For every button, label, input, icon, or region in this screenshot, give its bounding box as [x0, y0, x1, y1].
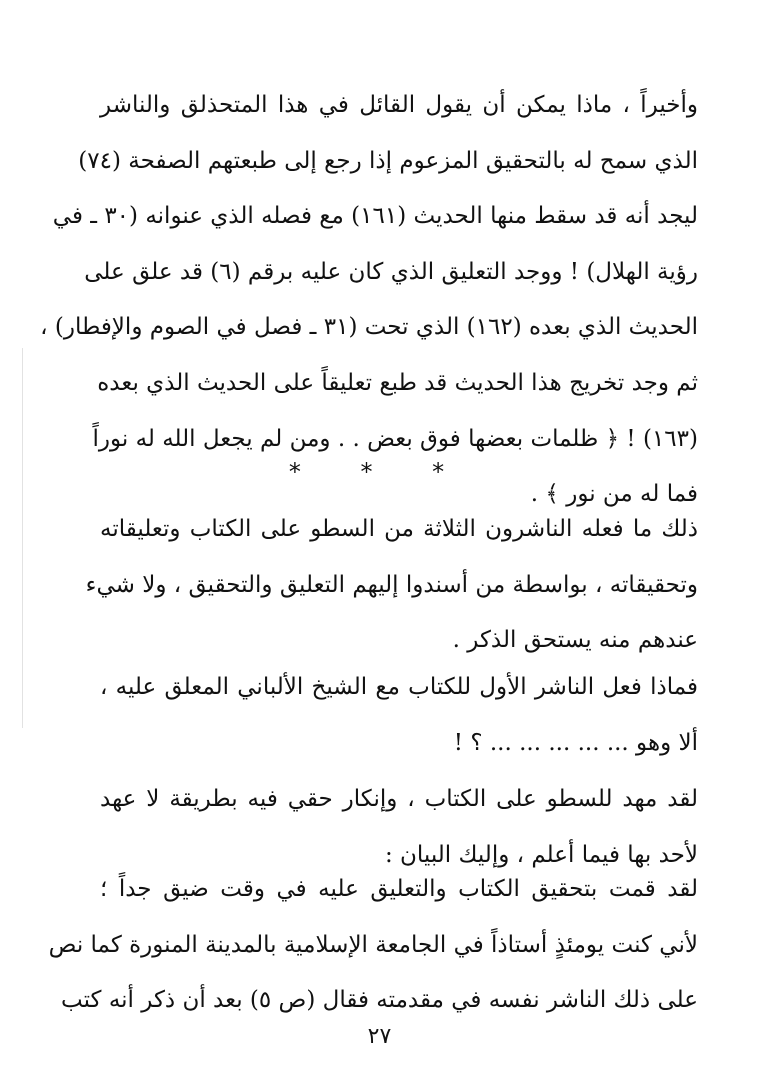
text-line: (١٦٣) ! ﴿ ظلمات بعضها فوق بعض . . ومن لم يجعل الله له نوراً [92, 425, 698, 452]
paragraph-3 [100, 660, 698, 771]
scan-margin-line [22, 348, 23, 728]
text-line: ثم وجد تخريج هذا الحديث قد طبع تعليقاً على الحديث الذي بعده [97, 369, 698, 396]
text-line: عندهم منه يستحق الذكر . [452, 627, 698, 654]
text-line: لقد قمت بتحقيق الكتاب والتعليق عليه في وقت ضيق جداً ؛ [100, 876, 698, 902]
text-line: ألا وهو ... ... ... ... ... ؟ ! [453, 729, 698, 756]
paragraph-2 [85, 502, 698, 669]
text-line: لأحد بها فيما أعلم ، وإليك البيان : [384, 841, 698, 868]
text-line: فما له من نور ﴾ . [530, 481, 698, 508]
text-line: فماذا فعل الناشر الأول للكتاب مع الشيخ الألباني المعلق عليه ، [100, 674, 698, 700]
text-line: لقد مهد للسطو على الكتاب ، وإنكار حقي فيه بطريقة لا عهد [100, 786, 698, 812]
paragraph-5 [48, 862, 698, 1029]
text-line: ليجد أنه قد سقط منها الحديث (١٦١) مع فصله الذي عنوانه (٣٠ ـ في [52, 203, 698, 230]
text-line: الحديث الذي بعده (١٦٢) الذي تحت (٣١ ـ فصل في الصوم والإفطار) ، [40, 314, 698, 341]
page-number: ٢٧ [367, 1024, 392, 1049]
text-line: وتحقيقاته ، بواسطة من أسندوا إليهم التعليق والتحقيق ، ولا شيء [85, 571, 698, 598]
text-line: على ذلك الناشر نفسه في مقدمته فقال (ص ٥) بعد أن ذكر أنه كتب [61, 987, 698, 1014]
text-line: وأخيراً ، ماذا يمكن أن يقول القائل في هذا المتحذلق والناشر [100, 92, 698, 118]
section-separator: * * * [288, 458, 471, 486]
text-line: الذي سمح له بالتحقيق المزعوم إذا رجع إلى طبعتهم الصفحة (٧٤) [78, 147, 698, 174]
text-line: رؤية الهلال) ! ووجد التعليق الذي كان عليه برقم (٦) قد علق على [84, 258, 698, 285]
text-line: لأني كنت يومئذٍ أستاذاً في الجامعة الإسلامية بالمدينة المنورة كما نص [48, 931, 698, 958]
text-line: ذلك ما فعله الناشرون الثلاثة من السطو على الكتاب وتعليقاته [100, 516, 698, 542]
paragraph-1 [40, 78, 698, 523]
